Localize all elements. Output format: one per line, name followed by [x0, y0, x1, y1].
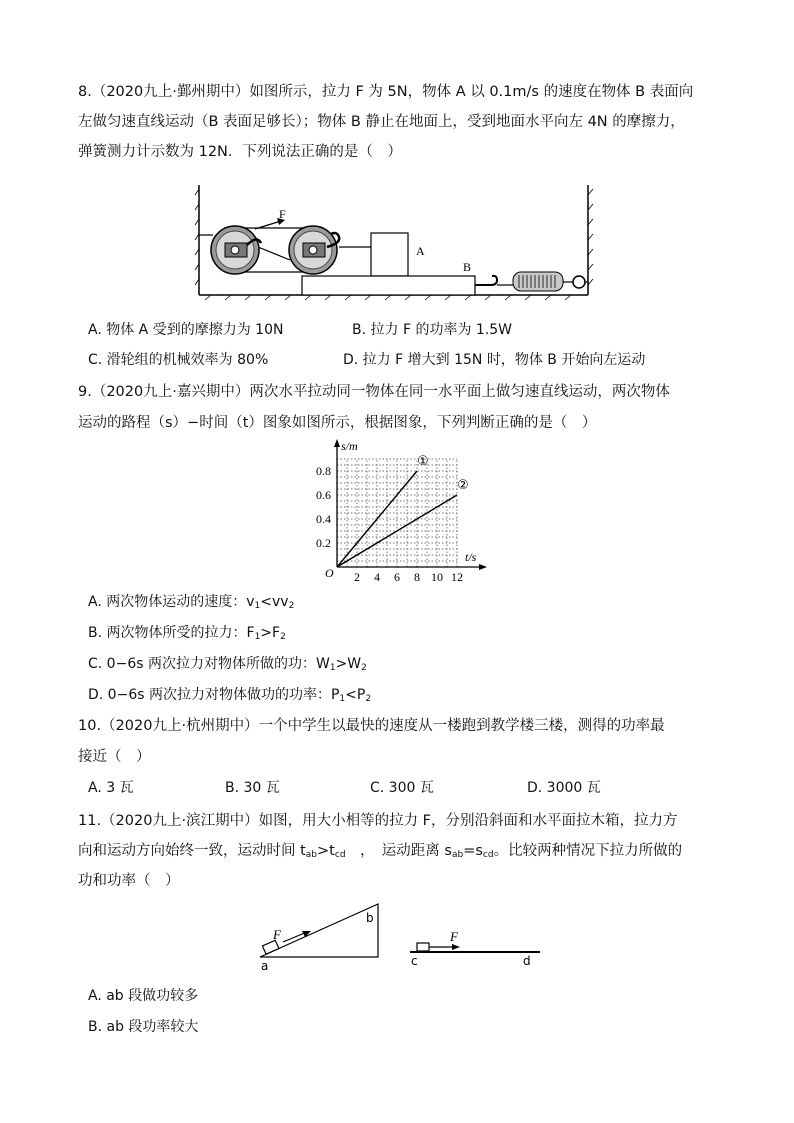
- q8-stem-line-1: 8.（2020九上·鄞州期中）如图所示，拉力 F 为 5N，物体 A 以 0.1m/s 的速度在物体 B 表面向: [78, 84, 694, 100]
- board-B: [302, 276, 475, 295]
- q8-option-c[interactable]: C. 滑轮组的机械效率为 80%: [88, 352, 269, 368]
- q9-st-graph: [305, 437, 505, 582]
- label-A: A: [416, 244, 425, 258]
- fixed-pulley-icon: [211, 226, 261, 274]
- q10-stem-line-2: 接近（ ）: [78, 749, 151, 765]
- q11-incline-figure: [255, 902, 555, 972]
- q9-stem-line-1: 9.（2020九上·嘉兴期中）两次水平拉动同一物体在同一水平面上做匀速直线运动，两次物体: [78, 384, 670, 400]
- x-axis-label: t/s: [465, 550, 477, 564]
- q9-option-b[interactable]: B. 两次物体所受的拉力：$F_1>F_2$: [88, 625, 286, 642]
- q9-option-c[interactable]: C. 0−6s 两次拉力对物体所做的功：$W_1>W_2$: [88, 656, 367, 673]
- x-tick-label: 2: [354, 570, 360, 584]
- x-tick-label: 10: [431, 570, 443, 584]
- q10-option-b[interactable]: B. 30 瓦: [225, 780, 280, 796]
- q8-option-d[interactable]: D. 拉力 F 增大到 15N 时，物体 B 开始向左运动: [343, 352, 646, 368]
- block-A: [371, 233, 408, 276]
- q10-option-c[interactable]: C. 300 瓦: [370, 780, 434, 796]
- y-axis-label: s/m: [341, 439, 358, 453]
- q8-stem-line-3: 弹簧测力计示数为 12N．下列说法正确的是（ ）: [78, 144, 402, 160]
- x-tick-label: 8: [414, 570, 420, 584]
- q10-option-a[interactable]: A. 3 瓦: [88, 780, 134, 796]
- q8-stem-line-2: 左做匀速直线运动（B 表面足够长）；物体 B 静止在地面上，受到地面水平向左 4N 的摩擦力，: [78, 114, 685, 130]
- y-tick-label: 0.2: [316, 536, 331, 550]
- label-B: B: [463, 260, 472, 274]
- label-a: a: [261, 959, 269, 973]
- q9-option-a[interactable]: A. 两次物体运动的速度：$v_1<vv_2$: [88, 594, 295, 611]
- y-tick-label: 0.8: [316, 464, 331, 478]
- q8-pulley-figure: [195, 185, 595, 310]
- origin-label: O: [325, 566, 334, 580]
- x-tick-label: 6: [394, 570, 400, 584]
- q11-option-a[interactable]: A. ab 段做功较多: [88, 988, 199, 1004]
- y-tick-label: 0.4: [316, 512, 331, 526]
- y-axis-arrow: [334, 439, 340, 447]
- q11-option-b[interactable]: B. ab 段功率较大: [88, 1019, 199, 1035]
- x-tick-label: 4: [374, 570, 380, 584]
- y-tick-label: 0.6: [316, 488, 331, 502]
- q10-stem-line-1: 10.（2020九上·杭州期中）一个中学生以最快的速度从一楼跑到教学楼三楼，测得的功率最: [78, 718, 665, 734]
- q10-option-d[interactable]: D. 3000 瓦: [527, 780, 601, 796]
- label-F: F: [279, 207, 286, 221]
- q8-option-b[interactable]: B. 拉力 F 的功率为 1.5W: [352, 322, 513, 338]
- q9-option-d[interactable]: D. 0−6s 两次拉力对物体做功的功率：$P_1<P_2$: [88, 687, 372, 704]
- q8-option-a[interactable]: A. 物体 A 受到的摩擦力为 10N: [88, 322, 284, 338]
- movable-pulley-icon: [289, 226, 371, 274]
- x-axis-arrow: [479, 564, 487, 570]
- label-b: b: [366, 911, 374, 925]
- label-d: d: [523, 954, 531, 968]
- label-F-flat: F: [450, 929, 458, 944]
- spring-balance-icon: [475, 272, 588, 291]
- x-tick-label: 12: [451, 570, 463, 584]
- label-F-incline: F: [273, 927, 281, 942]
- q9-stem-line-2: 运动的路程（s）−时间（t）图象如图所示，根据图象，下列判断正确的是（ ）: [78, 415, 597, 431]
- series-label-1: ①: [417, 454, 429, 469]
- q11-stem-line-1: 11.（2020九上·滨江期中）如图，用大小相等的拉力 F，分别沿斜面和水平面拉木箱，拉力方: [78, 813, 678, 829]
- q11-stem-line-3: 功和功率（ ）: [78, 873, 180, 889]
- label-c: c: [411, 954, 418, 968]
- q11-stem-line-2: 向和运动方向始终一致，运动时间 $t_{ab}>t_{cd}$ ， 运动距离 $s_{ab}=s_{cd}$。比较两种情况下拉力所做的: [78, 843, 683, 860]
- series-label-2: ②: [457, 478, 469, 493]
